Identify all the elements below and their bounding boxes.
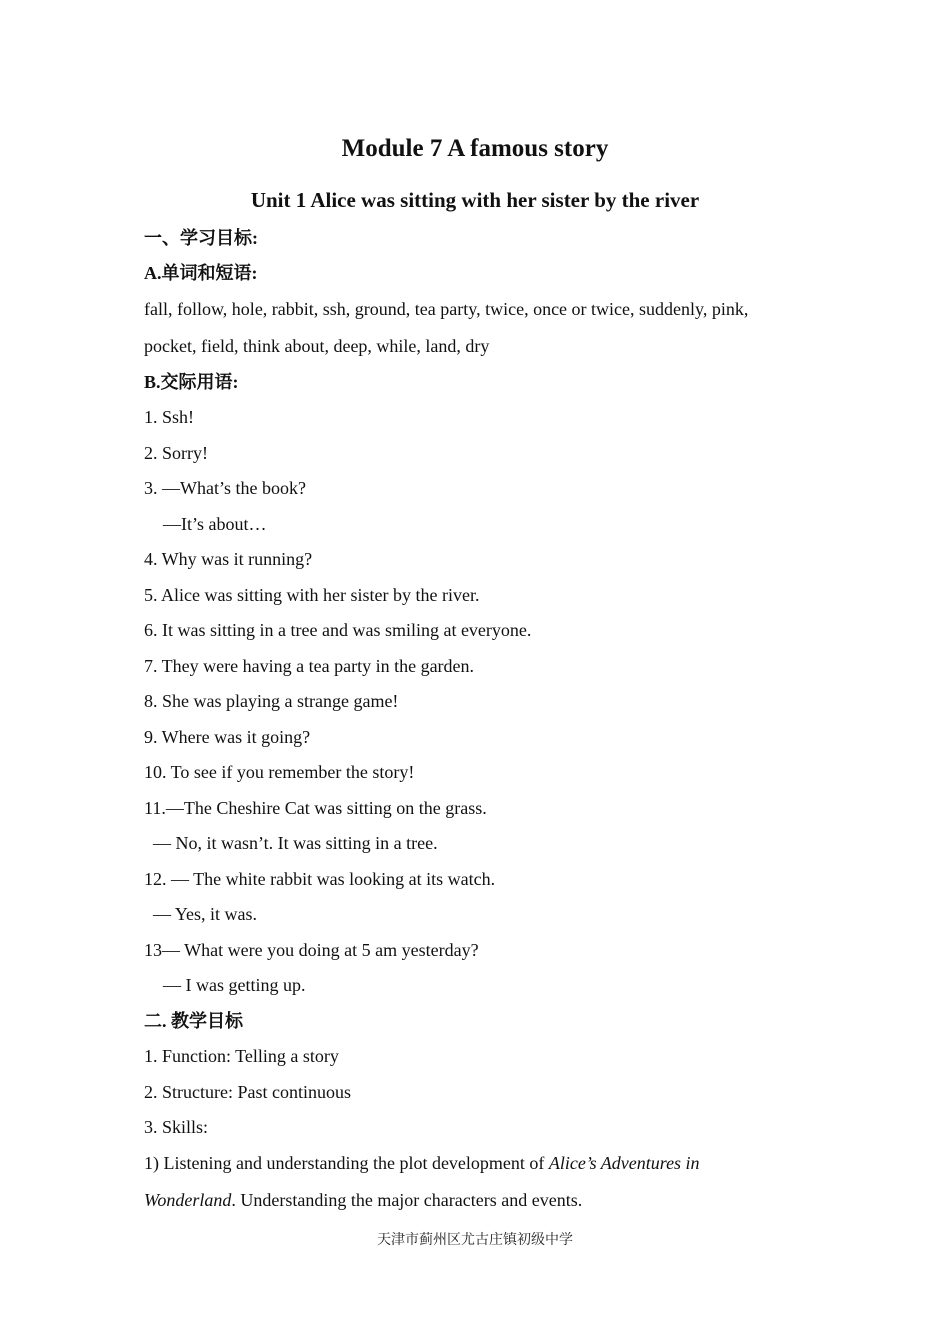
skill-item-continued	[144, 1185, 582, 1215]
phrase-item: — I was getting up.	[163, 975, 306, 995]
phrase-item: —It’s about…	[163, 514, 267, 534]
goal-item: 1. Function: Telling a story	[144, 1046, 339, 1066]
phrase-item: 4. Why was it running?	[144, 549, 313, 569]
phrase-item: 12. — The white rabbit was looking at its watch.	[144, 869, 496, 889]
goal-item: 2. Structure: Past continuous	[144, 1082, 351, 1102]
phrase-item: 11.—The Cheshire Cat was sitting on the grass.	[144, 798, 487, 818]
phrase-item: 6. It was sitting in a tree and was smiling at everyone.	[144, 620, 532, 640]
phrase-item: 7. They were having a tea party in the garden.	[144, 656, 475, 676]
phrase-item: 13— What were you doing at 5 am yesterday?	[144, 940, 479, 960]
vocabulary-line: fall, follow, hole, rabbit, ssh, ground, tea party, twice, once or twice, suddenly, pink,	[144, 299, 749, 319]
book-title: Wonderland	[144, 1190, 232, 1210]
goal-item: 3. Skills:	[144, 1117, 209, 1137]
part-a-heading: A.单词和短语:	[144, 263, 258, 283]
skill-text: 1) Listening and understanding the plot development of	[144, 1153, 549, 1173]
phrase-item: 8. She was playing a strange game!	[144, 691, 399, 711]
page-title: Module 7 A famous story	[341, 135, 609, 162]
vocabulary-line: pocket, field, think about, deep, while, land, dry	[144, 336, 490, 356]
phrase-item: — No, it wasn’t. It was sitting in a tree.	[153, 833, 438, 853]
phrase-item: 1. Ssh!	[144, 407, 195, 427]
phrase-item: 10. To see if you remember the story!	[144, 762, 415, 782]
page-footer: 天津市蓟州区尤古庄镇初级中学	[377, 1233, 573, 1248]
phrase-item: 2. Sorry!	[144, 443, 208, 463]
skill-item	[144, 1148, 700, 1178]
section-heading-teaching-goals: 二. 教学目标	[144, 1011, 243, 1031]
phrase-item: 5. Alice was sitting with her sister by the river.	[144, 585, 480, 605]
phrase-item: 9. Where was it going?	[144, 727, 311, 747]
section-heading-learning-goals: 一、学习目标:	[144, 228, 258, 248]
phrase-item: — Yes, it was.	[153, 904, 258, 924]
phrase-item: 3. —What’s the book?	[144, 478, 306, 498]
skill-text: . Understanding the major characters and events.	[231, 1190, 583, 1210]
part-b-heading: B.交际用语:	[144, 372, 239, 392]
unit-subtitle: Unit 1 Alice was sitting with her sister by the river	[250, 188, 700, 212]
book-title: Alice’s Adventures in	[548, 1153, 700, 1173]
